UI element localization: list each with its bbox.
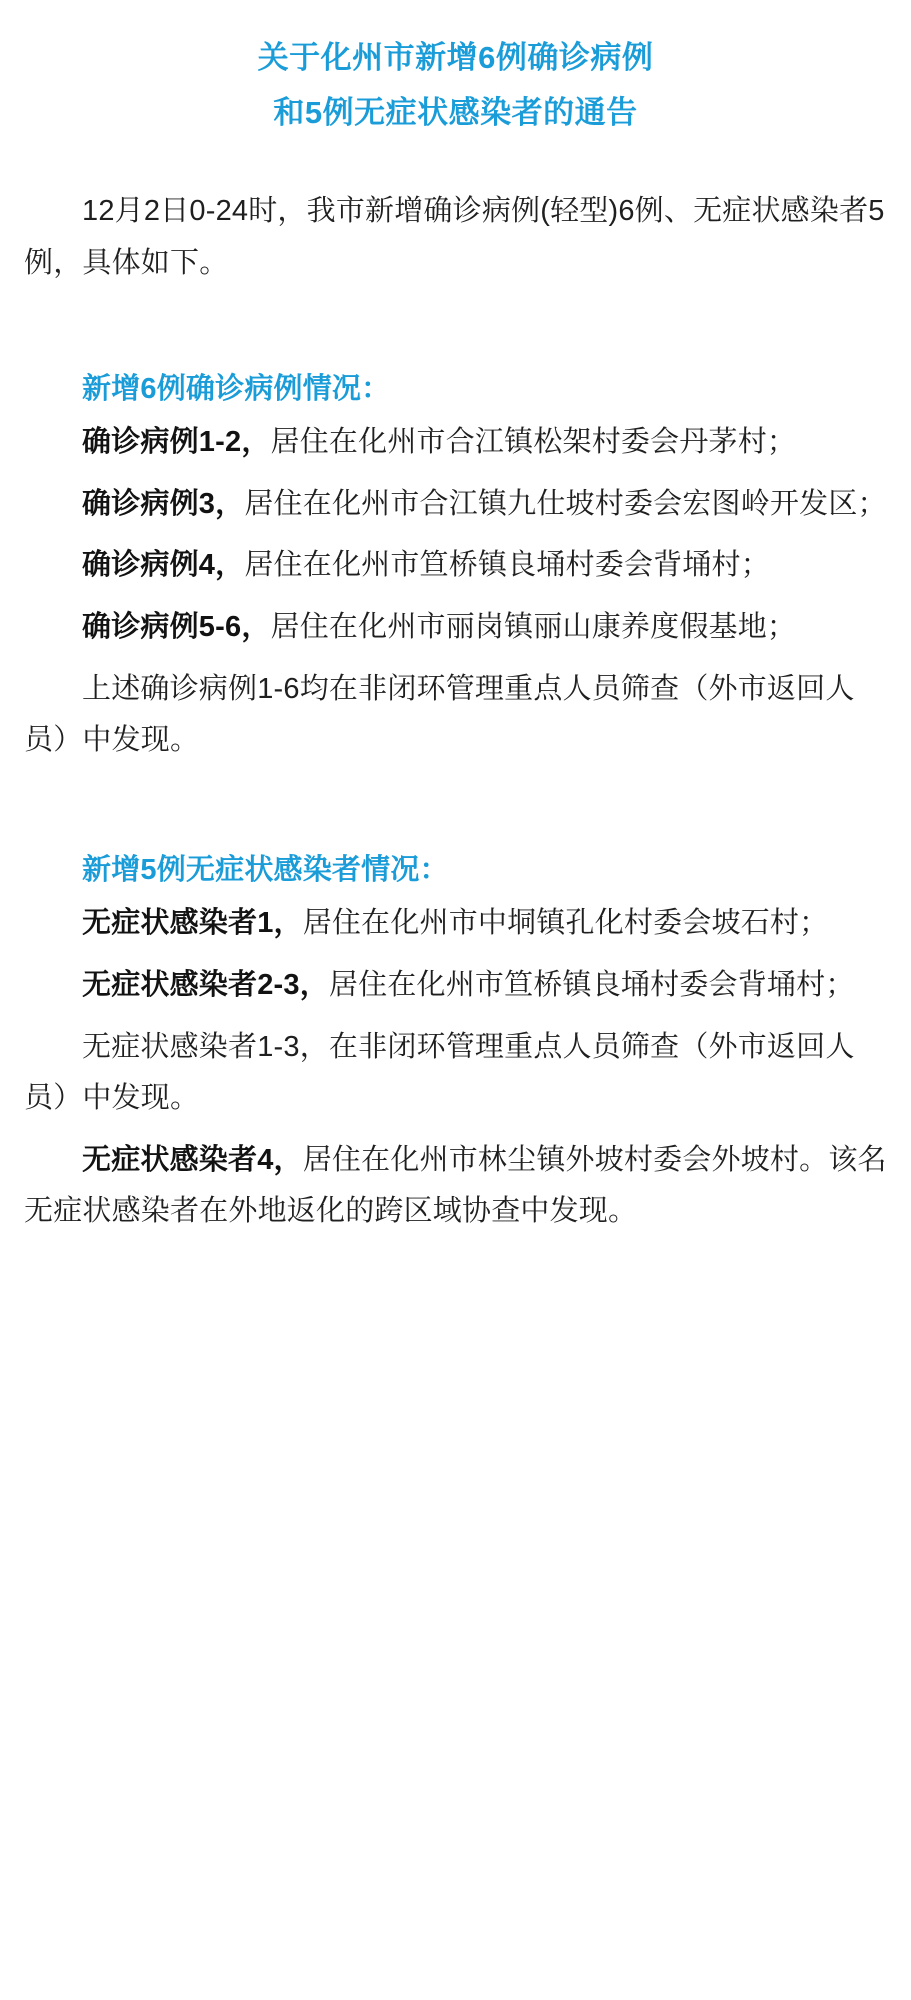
case-item-text: 上述确诊病例1-6均在非闭环管理重点人员筛查（外市返回人员）中发现。 (24, 672, 855, 757)
title-line-1: 关于化州市新增6例确诊病例 (257, 40, 654, 75)
intro-paragraph: 12月2日0-24时，我市新增确诊病例(轻型)6例、无症状感染者5例，具体如下。 (24, 195, 885, 279)
case-item (24, 417, 887, 469)
section-asymptomatic-cases (24, 845, 887, 1238)
case-item-text: 居住在化州市合江镇九仕坡村委会宏图岭开发区； (244, 487, 887, 520)
section-heading: 新增6例确诊病例情况： (82, 372, 391, 405)
case-item-lead: 无症状感染者1， (82, 907, 303, 940)
case-item (24, 960, 887, 1012)
case-item (24, 479, 887, 531)
case-item (24, 540, 887, 592)
case-item-summary (24, 1022, 887, 1125)
case-item (24, 898, 887, 950)
document-title (24, 30, 887, 140)
title-line-2: 和5例无症状感染者的通告 (273, 95, 638, 131)
case-item-text: 居住在化州市笪桥镇良埇村委会背埇村； (328, 969, 855, 1002)
spacer (24, 777, 887, 811)
case-item (24, 1135, 887, 1238)
case-item-text: 居住在化州市丽岗镇丽山康养度假基地； (270, 611, 797, 643)
case-item-lead: 无症状感染者4， (82, 1143, 303, 1176)
case-item-summary (24, 664, 887, 767)
case-item-lead: 确诊病例1-2， (82, 426, 271, 459)
case-item-lead: 无症状感染者2-3， (82, 969, 329, 1002)
case-item (24, 602, 887, 654)
case-item-lead: 确诊病例4， (82, 549, 245, 582)
case-item-text: 居住在化州市笪桥镇良埇村委会背埇村； (244, 549, 770, 582)
case-item-text: 无症状感染者1-3，在非闭环管理重点人员筛查（外市返回人员）中发现。 (24, 1030, 855, 1115)
case-item-lead: 确诊病例5-6， (82, 611, 271, 643)
spacer (24, 296, 887, 330)
section-heading: 新增5例无症状感染者情况： (82, 853, 449, 886)
case-item-lead: 确诊病例3， (82, 487, 245, 520)
case-item-text: 居住在化州市林尘镇外坡村委会外坡村。该名无症状感染者在外地返化的跨区域协查中发现。 (24, 1143, 887, 1228)
section-confirmed-cases (24, 364, 887, 767)
case-item-text: 居住在化州市中垌镇孔化村委会坡石村； (302, 907, 829, 940)
case-item-text: 居住在化州市合江镇松架村委会丹茅村； (270, 426, 797, 459)
